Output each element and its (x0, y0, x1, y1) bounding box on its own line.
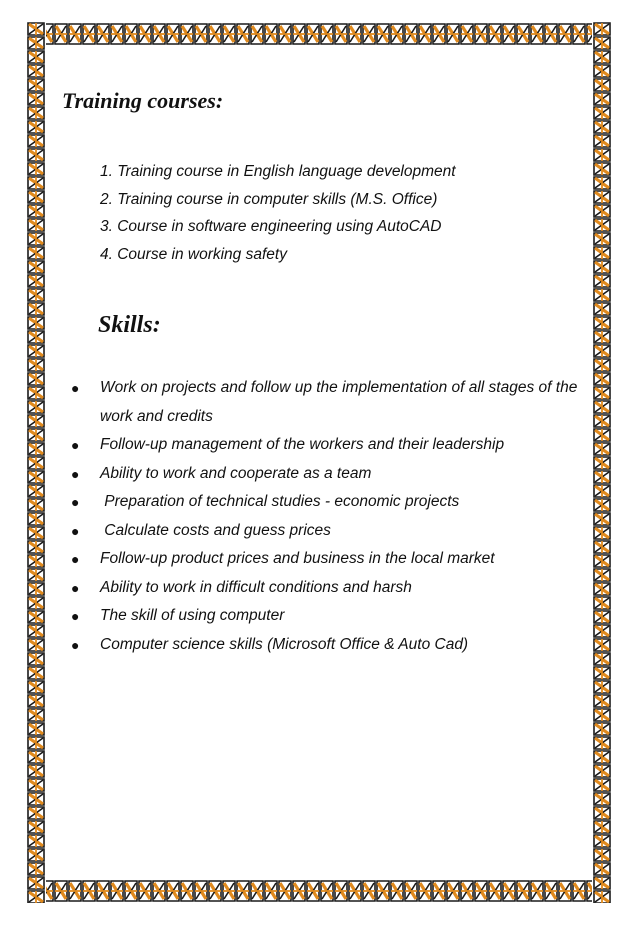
list-item (68, 517, 596, 546)
bullet-icon: ● (71, 608, 80, 624)
page-border-left (26, 22, 46, 903)
list-item (68, 574, 596, 603)
list-item: 1. Training course in English language development (100, 163, 456, 180)
list-item (68, 545, 596, 574)
training-course-list (100, 161, 456, 271)
list-item (68, 460, 596, 489)
list-item: 2. Training course in computer skills (M.S. Office) (100, 190, 438, 208)
list-item (68, 374, 596, 431)
bullet-icon: ● (71, 636, 80, 653)
list-item-text: The skill of using computer (100, 607, 285, 624)
skills-heading: Skills: (98, 312, 161, 338)
list-item-text: Preparation of technical studies - economic projects (100, 493, 460, 510)
celtic-knot-border-icon (26, 22, 612, 46)
list-item-text: Ability to work and cooperate as a team (100, 464, 372, 482)
bullet-icon: ● (71, 437, 80, 453)
list-item-text: Computer science skills (Microsoft Office & Auto Cad) (100, 635, 469, 653)
list-item: 4. Course in working safety (100, 245, 287, 263)
list-item: 3. Course in software engineering using AutoCAD (100, 218, 442, 235)
skills-list (68, 374, 596, 659)
celtic-knot-border-icon (26, 879, 612, 903)
list-item-text: Calculate costs and guess prices (100, 521, 331, 539)
celtic-knot-border-icon (26, 22, 46, 903)
list-item-text: Follow-up product prices and business in the local market (100, 550, 495, 567)
list-item-text: Follow-up management of the workers and their leadership (100, 436, 505, 453)
bullet-icon: ● (71, 579, 80, 596)
list-item-text: Ability to work in difficult conditions and harsh (100, 578, 412, 596)
list-item (68, 602, 596, 631)
list-item (68, 431, 596, 460)
bullet-icon: ● (71, 494, 80, 510)
bullet-icon: ● (71, 551, 80, 567)
page-border-top (26, 22, 612, 46)
list-item (68, 488, 596, 517)
list-item-text: Work on projects and follow up the implementation of all stages of the work and credits (100, 379, 578, 425)
training-courses-heading: Training courses: (62, 88, 224, 113)
bullet-icon: ● (71, 380, 80, 396)
bullet-icon: ● (71, 522, 80, 539)
list-item (68, 631, 596, 660)
bullet-icon: ● (71, 465, 80, 482)
page-border-bottom (26, 879, 612, 903)
